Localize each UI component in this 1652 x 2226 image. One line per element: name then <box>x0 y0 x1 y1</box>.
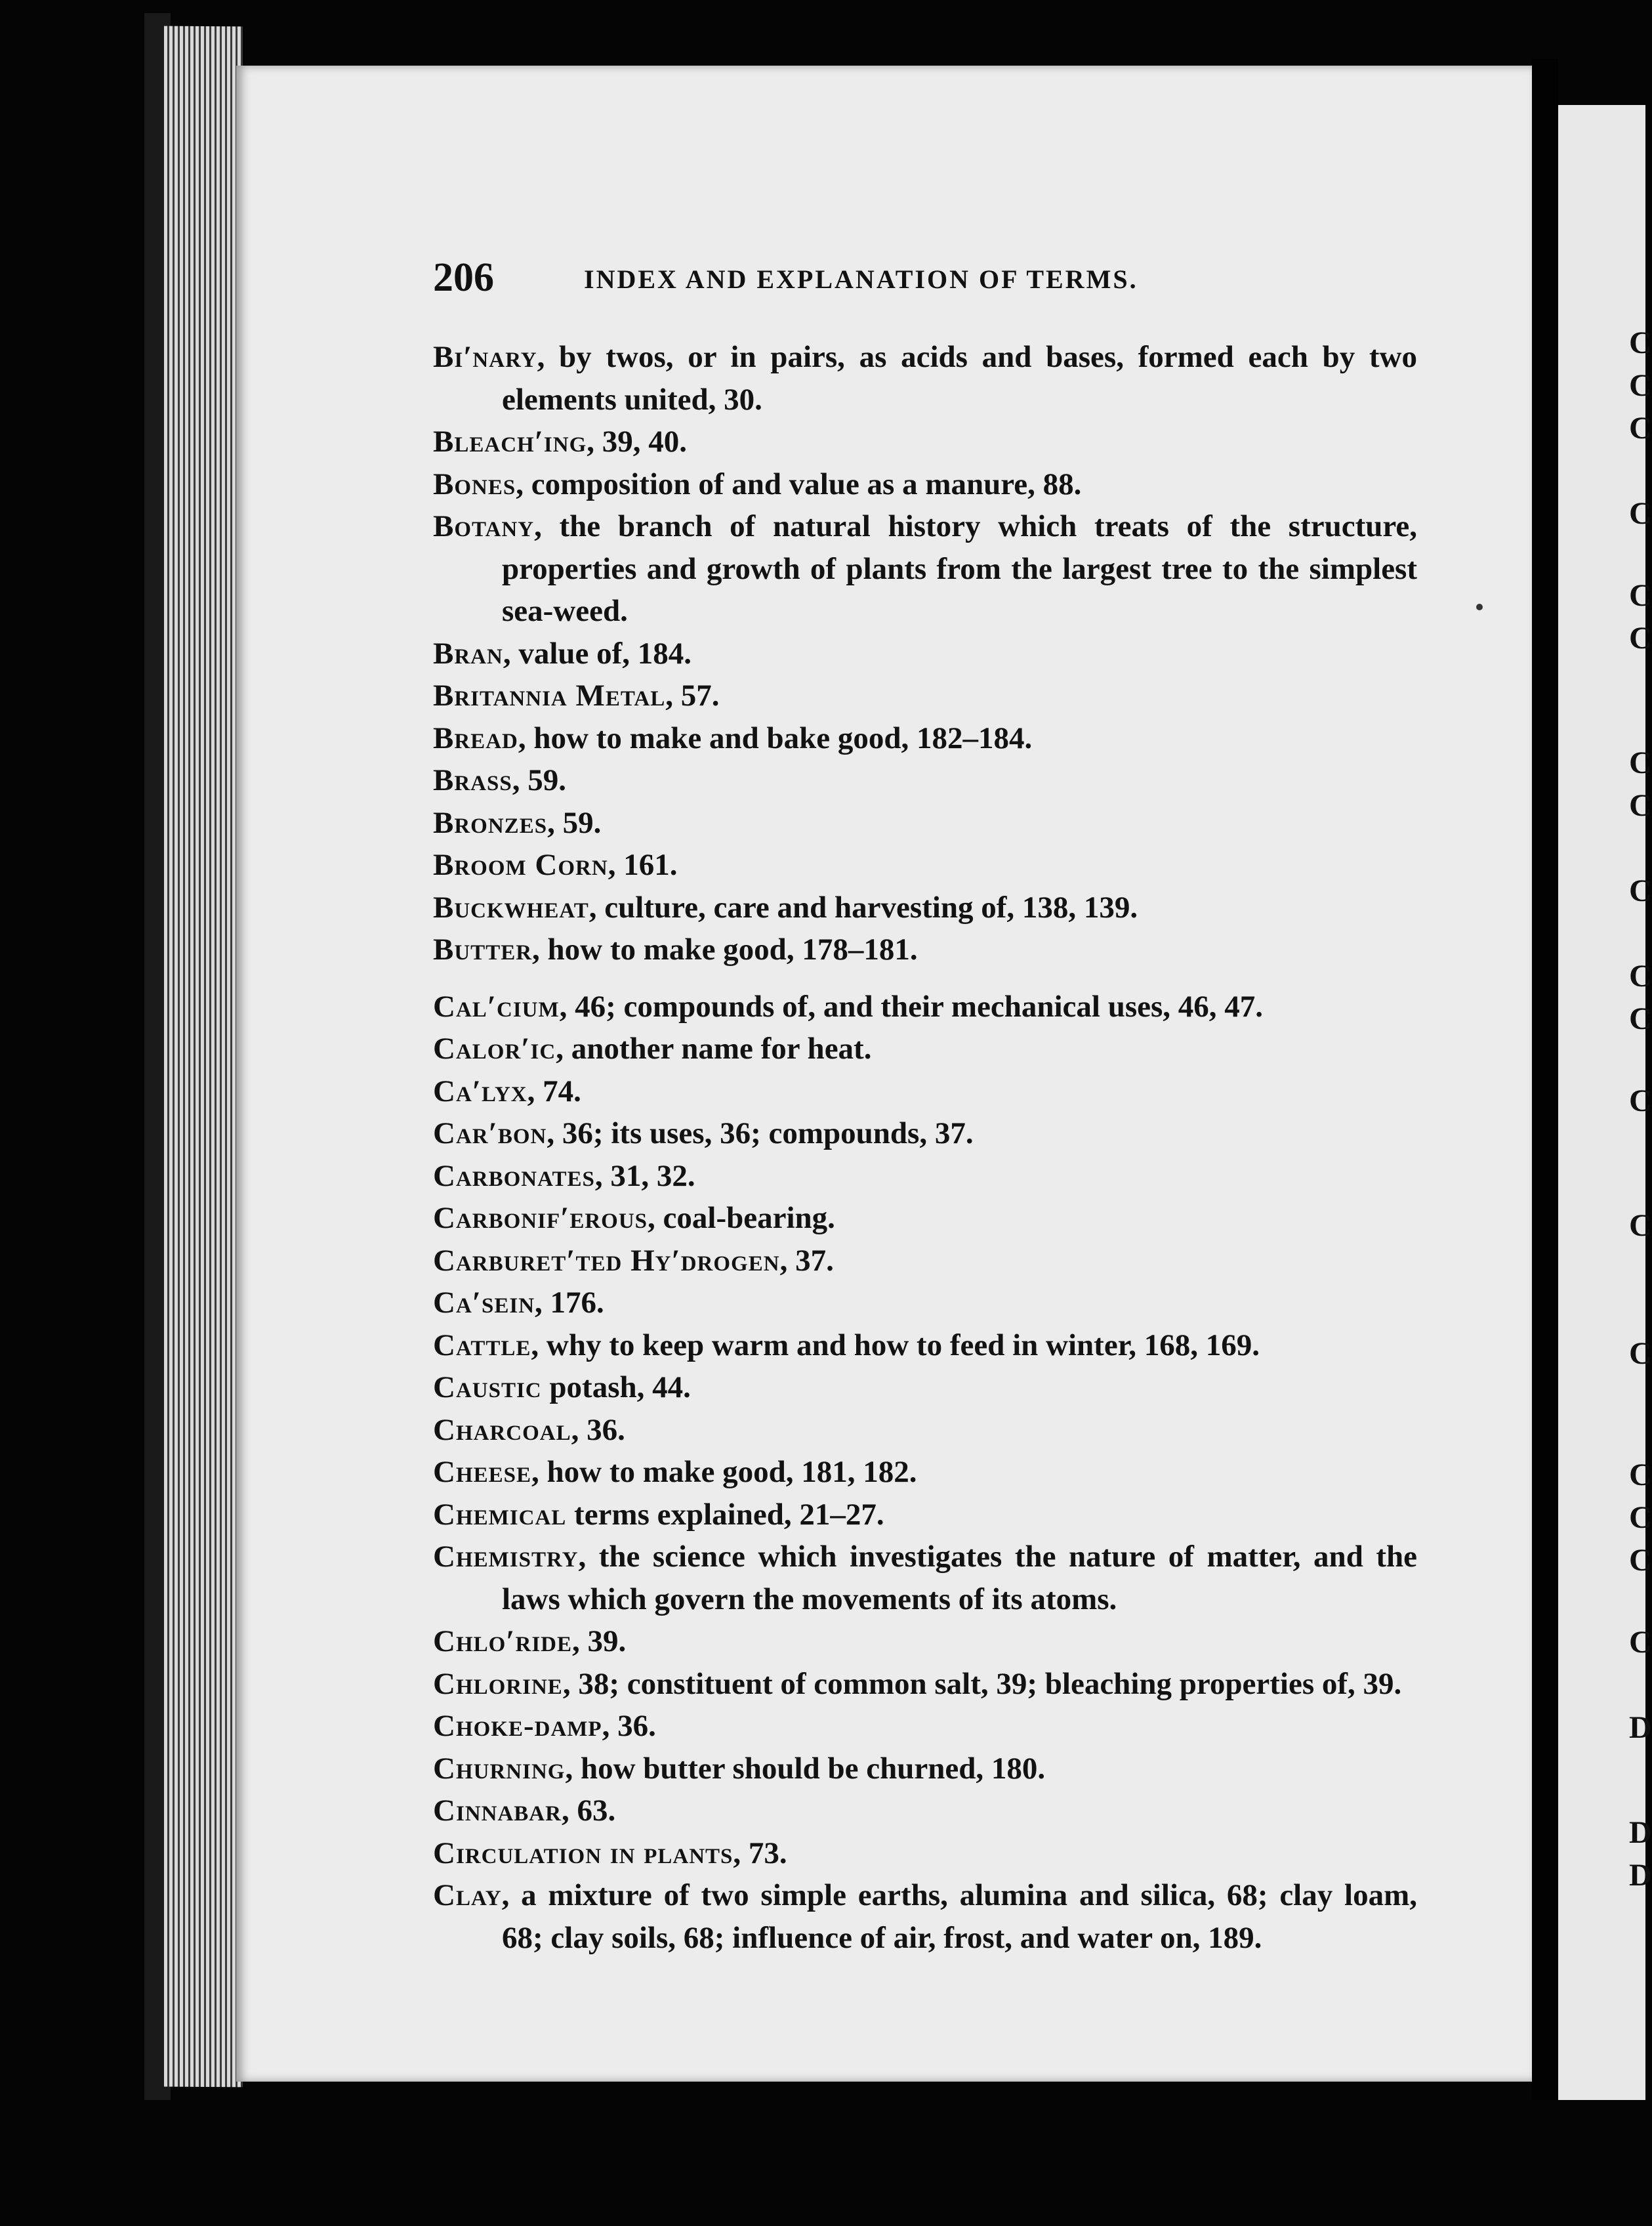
index-term: Chemistry <box>433 1540 579 1574</box>
index-text: , 59. <box>547 805 602 840</box>
index-text: , 59. <box>512 763 566 797</box>
index-term: Clay <box>433 1878 502 1912</box>
index-entries <box>433 336 1417 1959</box>
facing-page-letter: C <box>1629 411 1652 446</box>
index-text: , 161. <box>608 848 678 882</box>
facing-page-letter: C <box>1629 368 1652 403</box>
index-term: Butter <box>433 933 533 967</box>
index-entry <box>433 1790 1417 1832</box>
index-entry <box>433 633 1417 675</box>
index-text: , why to keep warm and how to feed in winter, 168, 169. <box>531 1328 1260 1362</box>
facing-page-letter: D <box>1629 1710 1652 1745</box>
index-term: Botany <box>433 509 535 543</box>
index-term: Chemical <box>433 1497 567 1532</box>
index-text: , another name for heat. <box>556 1032 872 1066</box>
index-text: , 39. <box>572 1624 627 1658</box>
index-term: Brass <box>433 763 512 797</box>
index-term: Bleach′ing <box>433 425 587 459</box>
index-text: , 46; compounds of, and their mechanical uses, 46, 47. <box>559 989 1264 1024</box>
index-text: potash, 44. <box>541 1370 691 1404</box>
index-text: , 74. <box>527 1074 581 1108</box>
facing-page-letter: C <box>1629 1208 1652 1243</box>
index-term: Buckwheat <box>433 890 589 925</box>
index-term: Ca′sein <box>433 1286 535 1320</box>
index-text: , 31, 32. <box>594 1158 695 1193</box>
index-term: Ca′lyx <box>433 1074 527 1108</box>
index-term: Bran <box>433 636 503 671</box>
index-text: , 176. <box>535 1286 604 1320</box>
book-gutter <box>1532 59 1558 2100</box>
index-text: , value of, 184. <box>503 636 692 671</box>
index-entry <box>433 336 1417 421</box>
index-entry <box>433 1155 1417 1198</box>
index-entry <box>433 1832 1417 1875</box>
index-text: , how butter should be churned, 180. <box>565 1751 1046 1786</box>
index-term: Calor′ic <box>433 1032 556 1066</box>
index-term: Cinnabar <box>433 1794 562 1828</box>
index-term: Bronzes <box>433 805 548 840</box>
facing-page-letter: C <box>1629 1083 1652 1118</box>
facing-page-letter: C <box>1629 788 1652 823</box>
facing-page-letter: C <box>1629 621 1652 656</box>
index-entry <box>433 1240 1417 1282</box>
facing-page-letter: C <box>1629 746 1652 780</box>
facing-page-letter: C <box>1629 578 1652 613</box>
index-term: Carbonif′erous <box>433 1201 648 1235</box>
index-term: Churning <box>433 1751 566 1786</box>
index-term: Cheese <box>433 1455 531 1489</box>
page-header <box>433 255 1483 307</box>
index-text: , 36. <box>571 1412 625 1447</box>
index-entry <box>433 1070 1417 1113</box>
index-text: , composition of and value as a manure, 88. <box>516 467 1082 501</box>
stacked-page-edges <box>164 26 243 2088</box>
index-text: , by twos, or in pairs, as acids and bases, formed each by two elements united, 30. <box>502 340 1417 417</box>
index-entry <box>433 887 1417 929</box>
index-term: Circulation in plants <box>433 1836 733 1870</box>
index-entry <box>433 1705 1417 1748</box>
index-entry <box>433 463 1417 506</box>
facing-page-letter: C <box>1629 1001 1652 1036</box>
index-text: , the branch of natural history which treats of the structure, properties and growth of plants from the largest tree to the simplest sea-weed. <box>502 509 1417 628</box>
index-entry <box>433 1324 1417 1367</box>
index-text: , 63. <box>561 1794 616 1828</box>
index-term: Chlorine <box>433 1666 563 1701</box>
index-text: , the science which investigates the nature of matter, and the laws which govern the movements of its atoms. <box>502 1540 1417 1616</box>
index-entry <box>433 421 1417 463</box>
index-term: Carbonates <box>433 1158 595 1193</box>
index-text: , 73. <box>733 1836 787 1870</box>
index-term: Car′bon <box>433 1116 547 1150</box>
index-entry <box>433 929 1417 971</box>
facing-page-letter: C <box>1629 1543 1652 1578</box>
index-term: Chlo′ride <box>433 1624 573 1658</box>
ink-speck <box>1476 604 1483 610</box>
index-entry <box>433 1494 1417 1536</box>
index-text: , 36; its uses, 36; compounds, 37. <box>547 1116 974 1150</box>
index-text: , 38; constituent of common salt, 39; bleaching properties of, 39. <box>562 1666 1402 1701</box>
facing-page-letter: C <box>1629 496 1652 531</box>
index-entry <box>433 1874 1417 1959</box>
index-term: Choke-damp <box>433 1709 602 1743</box>
index-entry <box>433 1620 1417 1663</box>
index-entry <box>433 1366 1417 1409</box>
page-number: 206 <box>433 255 494 300</box>
index-text: , 36. <box>602 1709 656 1743</box>
facing-page-letter: C <box>1629 873 1652 908</box>
running-title: INDEX AND EXPLANATION OF TERMS. <box>584 264 1138 294</box>
index-entry <box>433 1748 1417 1790</box>
facing-page-letter: D <box>1629 1815 1652 1850</box>
index-text: , coal-bearing. <box>648 1201 835 1235</box>
index-term: Caustic <box>433 1370 542 1404</box>
index-entry <box>433 675 1417 717</box>
index-text: , 37. <box>779 1243 834 1278</box>
index-term: Cal′cium <box>433 989 560 1024</box>
index-text: , a mixture of two simple earths, alumina and silica, 68; clay loam, 68; clay soils, 68; influence of air, frost, and water on, 189. <box>501 1878 1417 1955</box>
facing-page-letter: C <box>1629 326 1652 360</box>
index-term: Bi′nary <box>433 340 537 374</box>
index-term: Britannia Metal <box>433 679 666 713</box>
facing-page-letter: D <box>1629 1858 1652 1893</box>
index-term: Bread <box>433 721 518 755</box>
index-entry <box>433 1028 1417 1070</box>
facing-page-letter: C <box>1629 959 1652 994</box>
index-entry <box>433 1197 1417 1240</box>
index-text: , how to make good, 181, 182. <box>531 1455 917 1489</box>
index-entry <box>433 717 1417 760</box>
index-text: , culture, care and harvesting of, 138, 139. <box>589 890 1138 925</box>
index-term: Carburet′ted Hy′drogen <box>433 1243 780 1278</box>
index-entry <box>433 986 1417 1028</box>
index-text: , how to make good, 178–181. <box>532 933 918 967</box>
index-entry <box>433 1663 1417 1706</box>
index-entry <box>433 802 1417 845</box>
index-text: terms explained, 21–27. <box>566 1497 884 1532</box>
index-entry <box>433 759 1417 802</box>
index-entry <box>433 1536 1417 1620</box>
index-term: Cattle <box>433 1328 531 1362</box>
facing-page-letter: C <box>1629 1625 1652 1660</box>
facing-page-letter: C <box>1629 1336 1652 1371</box>
index-text: , how to make and bake good, 182–184. <box>518 721 1033 755</box>
facing-page-letter: C <box>1629 1500 1652 1535</box>
index-text: , 39, 40. <box>587 425 688 459</box>
index-entry <box>433 844 1417 887</box>
index-entry <box>433 1409 1417 1452</box>
index-term: Charcoal <box>433 1412 571 1447</box>
index-text: , 57. <box>665 679 720 713</box>
index-entry <box>433 1112 1417 1155</box>
index-term: Broom Corn <box>433 848 608 882</box>
index-entry <box>433 1451 1417 1494</box>
facing-page-letter: C <box>1629 1458 1652 1492</box>
index-term: Bones <box>433 467 516 501</box>
index-entry <box>433 505 1417 633</box>
index-entry <box>433 1282 1417 1324</box>
